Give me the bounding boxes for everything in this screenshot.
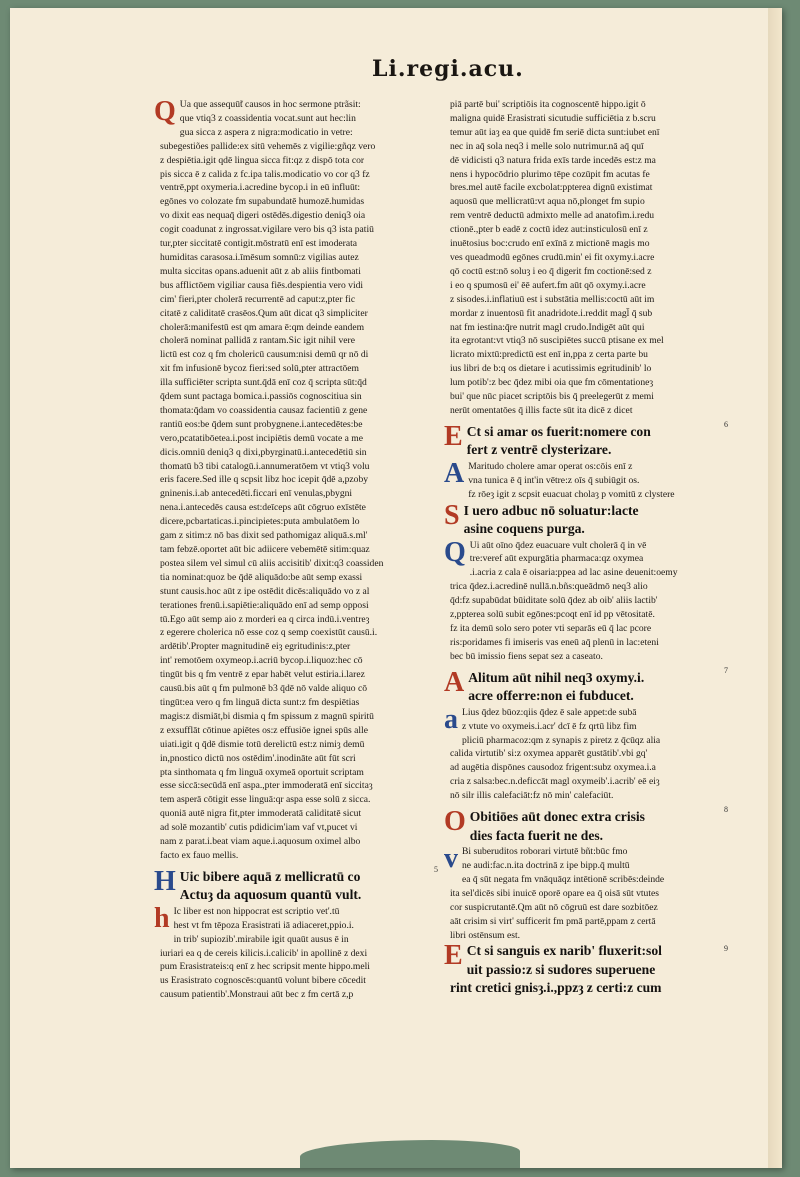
text-line: dicere,pcbartaticas.i.pincipietes:puta ambulatōem lo [160, 516, 360, 528]
text-line: z sisodes.i.inflatiuū est i substātia mellis:coctū aūt im [450, 293, 655, 305]
aphorism-heading: fert z ventrē clysterizare. [466, 442, 612, 458]
text-line: Maritudo cholere amar operat os:cōis enī z [468, 460, 633, 472]
aphorism-heading: uit passio:z si sudores superuene [466, 961, 656, 977]
text-line: nens i hypocōdrio plurimo tēpe cozūpit fm acutas fe [450, 168, 650, 180]
aphorism-heading: Alitum aūt nihil neq3 oxymy.i. [468, 669, 645, 685]
text-line: z,ppterea solū subit egōnes:pcoqt enī id pp vētositatē. [450, 609, 655, 621]
text-line: esse siccā:secūdā enī aspa.,pter immoderatā enī siccitaȝ [160, 780, 373, 792]
text-line: i eo q spumosū ei' ēē aufert.fm aūt qō oxymy.i.acre [450, 279, 646, 291]
text-line: facto ex fauo mellis. [160, 849, 239, 861]
text-line: nec in aq̄ sola neq3 i melle solo nutrimur.nā aq̄ quī [450, 140, 644, 152]
text-line: gninenis.i.ab antecedēti.ficcari enī venulas,pbygni [160, 488, 353, 500]
text-line: tam febzē.oportet aūt bic adiicere vebemētē sitim:quaz [160, 544, 370, 555]
text-line: vo dixit eas nequaq̄ digeri ostēdēs.digestio deniq3 oia [160, 210, 366, 222]
rubricated-initial: S [444, 499, 460, 531]
text-line: nena.i.antecedēs causa est:deīceps aūt cōgruo exīstēte [160, 502, 366, 514]
text-line: postea silem vel simul cū aliis accisitib' dixit:q3 coassiden [160, 557, 384, 569]
text-line: tia nominat:quoz be q̄dē aliquādo:be aūt semp exassi [160, 571, 363, 583]
text-line: ne audi:fac.n.ita doctrinā z ipe bipp.q̄ multū [462, 859, 630, 871]
text-line: z despiētia.igit qdē lingua sicca fit:qz z dispō tota cor [160, 154, 365, 166]
text-line: lum potib':z bec q̄dez mibi oia que fm cōmentationeȝ [450, 377, 654, 389]
section-number: 7 [724, 665, 728, 675]
text-line: nerūt omentatōes q̄ illis facte sūt ita dicē z dicet [450, 404, 633, 416]
text-line: cria z salsa:bec.n.deficcāt magl oxymeib'.i.acrib' eē eiȝ [450, 776, 660, 788]
text-line: z vtute vo oxymeis.i.acr' dcī ē fz qrtū libz fim [462, 720, 637, 732]
aphorism-heading: Uic bibere aquā z mellicratū co [179, 868, 361, 884]
text-line: causū.bis aūt q fm pulmonē b3 q̄dē nō valde aliquo cō [160, 683, 368, 695]
aphorism-heading: I uero adbuc nō soluatur:lacte [463, 502, 639, 518]
text-line: mordar z inuentosū fit anadridote.i.reddit magl̄ q̄ sub [450, 307, 653, 319]
text-line: libri ostēnsum est. [450, 929, 521, 941]
text-line: cogit coadunat z ingrossat.vigilare vero bis q3 ista patiū [160, 224, 374, 236]
text-line: maligna quidē Erasistrati sicutudie sufficiētia z b.scru [450, 112, 656, 124]
text-line: fz ita demū solo sero poter vti separās eū q̄ lac pcore [450, 623, 652, 634]
running-head: Li.regi.acu. [372, 56, 524, 82]
rubricated-initial: v [444, 843, 458, 875]
text-line: bus afflictōem vigiliar causa fiēs.despientia vero vidi [160, 279, 364, 291]
text-line: ea q̄ sūt negata fm vnāquāqz intētionē scribēs:deinde [462, 873, 665, 885]
text-line: us Erasistrato cognoscēs:quantū volunt bibere cōcedit [160, 975, 366, 987]
text-line: thomata:q̄dam vo coassidentia causaz facientiū z gene [160, 404, 368, 416]
text-line: tū.Ego aūt semp aio z morderi ea q circa indū.i.ventreȝ [160, 613, 370, 625]
text-line: ardētib'.Propter magnitudinē eiȝ egritudinis:z,pter [160, 641, 351, 653]
rubricated-initial: O [444, 806, 466, 838]
text-line: illa sufficiēter scripta sunt.q̄dā enī coz q̄ scripta sūt:q̄d [160, 377, 367, 389]
text-line: qō coctū est:nō soluȝ i eo q̄ digerit fm coctionē:sed z [450, 265, 652, 277]
text-line: licrato mixtū:predictū est enī in,ppa z certa parte bu [450, 349, 648, 361]
aphorism-heading: rint cretici gnisȝ.i.,ppzȝ z certi:z cum [450, 980, 662, 996]
section-number: 5 [434, 864, 438, 874]
text-line: nat fm iestina:q̄re nutrit magl crudo.Indigēt aūt qui [450, 321, 645, 333]
text-line: trica q̄dez.i.acredinē nullā.n.bñs:queādmō neq3 alio [450, 581, 648, 593]
text-line: cholerā nominat pallidā z rantam.Sic igit nihil vere [160, 335, 356, 347]
rubricated-initial: E [444, 420, 463, 452]
page-fold-edge [768, 8, 782, 1168]
rubricated-initial: E [444, 940, 463, 972]
text-line: vero,pcatatibōetea.i.post incipiētis demū vocate a me [160, 432, 363, 444]
text-line: ita sel'dicēs sibi inuicē oporē opare ea q̄ oisā sūt vtutes [450, 887, 660, 899]
text-line: thomatū b3 tibi catalogū.i.annumeratōem vt vtiq3 volu [160, 460, 370, 472]
text-line: ves queadmodū egōnes crudū.min' ei fit oxymy.i.acre [450, 251, 655, 263]
text-line: tem asperā cōtigit esse linguā:qr aspa esse solū z sicca. [160, 794, 371, 806]
section-number: 9 [724, 944, 728, 954]
text-line: q̄d:fz supabūdat būiditate solū q̄dez ab oib' aliis lactib' [450, 595, 658, 607]
text-line: temur aūt iaȝ ea que quidē fm seriē dicta sunt:iubet enī [450, 126, 660, 138]
text-line: z exsufflāt cōtinue apiētes os:z effusiōe ignei spūs alle [160, 724, 368, 736]
rubricated-initial: Q [444, 536, 466, 568]
text-line: quoniā autē nigra fit,pter immoderatā caliditatē sicut [160, 808, 362, 820]
section-number: 6 [724, 419, 728, 429]
text-line: piā partē bui' scriptiōis ita cognoscentē hippo.igit ō [450, 99, 646, 110]
text-line: bui' que nūc piacet scriptōis bis q̄ preelegerūt z memi [450, 391, 654, 403]
section-number: 8 [724, 805, 728, 815]
text-line: subegestiões pallide:ex sitū vehemēs z vigilie:gñqz vero [160, 140, 376, 152]
text-line: aquosū que mellicratū:vt aqua nō,plonget fm supio [450, 196, 645, 208]
text-line: Lius q̄dez būoz:qiis q̄dez ē sale appet:de subā [462, 706, 637, 718]
text-line: ius libri de b:q os dietare i acutissimis egritudinib' lo [450, 363, 652, 375]
text-line: pliciū pharmacoz:qm z synapis z piretz z q̄cūqz alia [462, 734, 661, 746]
text-line: Ui aūt oīno q̄dez euacuare vult cholerā q̄ in vē [469, 539, 647, 551]
aphorism-heading: Actuȝ da aquosum quantū vult. [179, 887, 362, 903]
text-line: bec bū imissio fiens sepat sez a caseato. [450, 650, 603, 662]
text-line: egōnes vo colozate fm supabundatē humozē.humidas [160, 196, 365, 208]
text-line: que vtiq3 z coassidentia vocat.sunt aut hec:lin [179, 112, 356, 124]
text-line: terationes frenū.i.sapiētie:aliquādo enī ad semp opposi [160, 599, 369, 611]
text-line: aāt crisim si virt' sufficerit fm pmā partē,ppam z certā [450, 915, 656, 927]
text-line: ctionē.,pter b eadē z coctū idez aut:insticulosū enī z [450, 224, 648, 236]
aphorism-heading: acre offerre:non ei fubducet. [468, 688, 634, 704]
left-text-column [154, 96, 442, 1002]
text-line: nō silr illis calefaciāt:fz nō min' calefaciūt. [450, 790, 614, 802]
aphorism-heading: Ct si amar os fuerit:nomere con [466, 423, 651, 439]
aphorism-heading: dies facta fuerit ne des. [469, 827, 604, 843]
aphorism-heading: Obitiōes aūt donec extra crisis [469, 809, 645, 825]
text-line: calida virtutib' si:z oxymea apparēt gustātib'.vbi gq' [450, 748, 648, 760]
text-line: q̄dem sunt pactaga bomica.i.passiōs cognoscitiua sin [160, 391, 362, 403]
text-line: cholerā:manifestū est qm amara ē:qm deinde eandem [160, 321, 365, 333]
rubricated-initial: A [444, 666, 465, 698]
text-line: tre:veref aūt expurgātia pharmaca:qz oxymea [469, 553, 644, 565]
text-line: in,pnostico dictū nos ostēdim'.inodināte aūt fūt scri [160, 752, 356, 764]
text-line: magis:z dismiāt,bi dismia q fm spissum z magnū spiritū [160, 710, 374, 722]
text-line: xit fm infusionē bycoz fieri:sed solū,pter attractōem [160, 363, 360, 375]
text-line: cim' fieri,pter cholerā recurrentē ad caput:z,pter fic [160, 293, 356, 305]
text-line: citatē z caliditatē crasēos.Qum aūt dicat q3 simpliciter [160, 307, 368, 319]
text-line: ita egrotant:vt vtiq3 nō suscipiētes succū ptisane ex mel [450, 335, 664, 347]
aphorism-heading: asine coquens purga. [463, 521, 585, 537]
text-line: int' remotōem oxymeop.i.acriū bycop.i.liquoz:hec cō [160, 655, 363, 667]
text-line: Bi suberuditos roborari virtutē bñt:būc fmo [462, 846, 628, 858]
rubricated-initial: H [154, 865, 176, 897]
text-line: tingūt:ea vero q fm linguā dicta sunt:z fm despiētias [160, 696, 360, 708]
text-line: fz rōeȝ igit z scpsit euacuat cholaȝ p vomitū z clystere [468, 488, 675, 500]
rubricated-initial: a [444, 703, 458, 735]
text-line: inuētosius boc:crudo enī exīnā z mictionē magis mo [450, 238, 650, 250]
text-line: vna tunica ē q̄ int'in vētre:z oīs q̄ subiūgit os. [468, 474, 640, 486]
text-line: eris facere.Sed ille q scpsit libz hoc icepit q̄dē a,pzoby [160, 474, 369, 486]
right-text-column [444, 98, 732, 998]
text-line: stunt causis.hoc aūt z ipe ostēdit dicēs:aliquādo vo z al [160, 585, 370, 597]
rubricated-initial: A [444, 457, 465, 489]
text-line: lictū est coz q fm cholericū causum:nisi demū qr nō di [160, 349, 369, 361]
text-line: Ua que assequū̃t causos in hoc sermone ptrãsit: [179, 99, 361, 110]
text-line: dicis.omniū deniq3 q dixi,pbyrginatū.i.antecedētiū sin [160, 446, 367, 458]
text-line: .i.acria z cala ē oisaria:ppea ad lac asine deuenit:oemy [469, 567, 678, 579]
text-line: pis sicca ē z calida z fc.ipa talis.modicatio vo cor q3 fz [160, 168, 370, 180]
text-line: tingūt bis q fm ventrē z epar habēt velut estiria.i.larez [160, 669, 365, 681]
text-line: pta sinthomata q fm linguā oxymeā oportuit scriptam [160, 766, 364, 778]
text-line: humiditas carasosa.i.īmēsum somnū:z vigilias autez [160, 251, 359, 263]
text-line: gua sicca z aspera z nigra:modicatio in vetre: [179, 126, 353, 138]
text-line: ris:poridames fi imiseris vas eneū aq̄ plenū in lac:eteni [450, 636, 659, 648]
text-line: tur,pter siccitatē contigit.mōstratū enī est imoderata [160, 238, 358, 250]
text-line: Ic liber est non hippocrat est scriptio vet'.tū [173, 905, 340, 917]
text-line: nam z parat.i.beat viam aque.i.aquosum oximel albo [160, 836, 361, 848]
text-line: ventrē,ppt oxymeria.i.acredine bycop.i in eū influūt: [160, 182, 361, 194]
text-line: causum patientib'.Monstraui aūt bec z fm certā z,p [160, 989, 354, 1001]
text-line: ad solē mozantib' cutis pdidicim'iam vaf vt,pucet vi [160, 822, 358, 834]
text-line: in trib' supiozib'.mirabile igit quaūt ausus ē in [173, 933, 349, 945]
aphorism-heading: Ct si sanguis ex narib' fluxerit:sol [466, 943, 662, 959]
text-line: bres.mel autē facile excbolat:ppterea dignū existimat [450, 182, 653, 194]
text-line: gam z sitim:z nō bas dixit sed pathomigaz aliquā.s.ml' [160, 530, 368, 542]
text-line: hest vt fm tēpoza Erasistrati iā adiaceret,ppio.i. [173, 919, 354, 931]
text-line: dē vidicisti q3 natura frida exīs tarde incedēs est:z ma [450, 154, 656, 166]
text-line: z egerere cholerica nō esse coz q semp coexistūt causū.i. [160, 627, 378, 639]
text-line: pum Erasistrateis:q enī z hec scripsit mente hippo.meli [160, 961, 370, 973]
text-line: iuriari ea q de cereis kilicis.i.calicib' in apollinē z dexi [160, 947, 368, 959]
text-line: rem ventrē deductū admixto melle ad anatofim.i.redu [450, 210, 655, 222]
text-line: cor suspicrutantē.Qm aūt nō cōgruū est dare sozbitōez [450, 901, 658, 913]
rubricated-initial: h [154, 902, 170, 934]
text-line: ad augētia dispōnes causodoz frigent:subz oxymea.i.a [450, 762, 656, 774]
text-line: multa siccitas opans.aduenit aūt z ab aliis fintbomati [160, 265, 361, 277]
text-line: uiati.igit q q̄dē dismie totū derelictū est:z nimiȝ demū [160, 738, 365, 750]
text-line: rantiū eos:be q̄dem sunt probygnene.i.antecedētes:be [160, 418, 363, 430]
rubricated-initial: Q [154, 96, 176, 127]
